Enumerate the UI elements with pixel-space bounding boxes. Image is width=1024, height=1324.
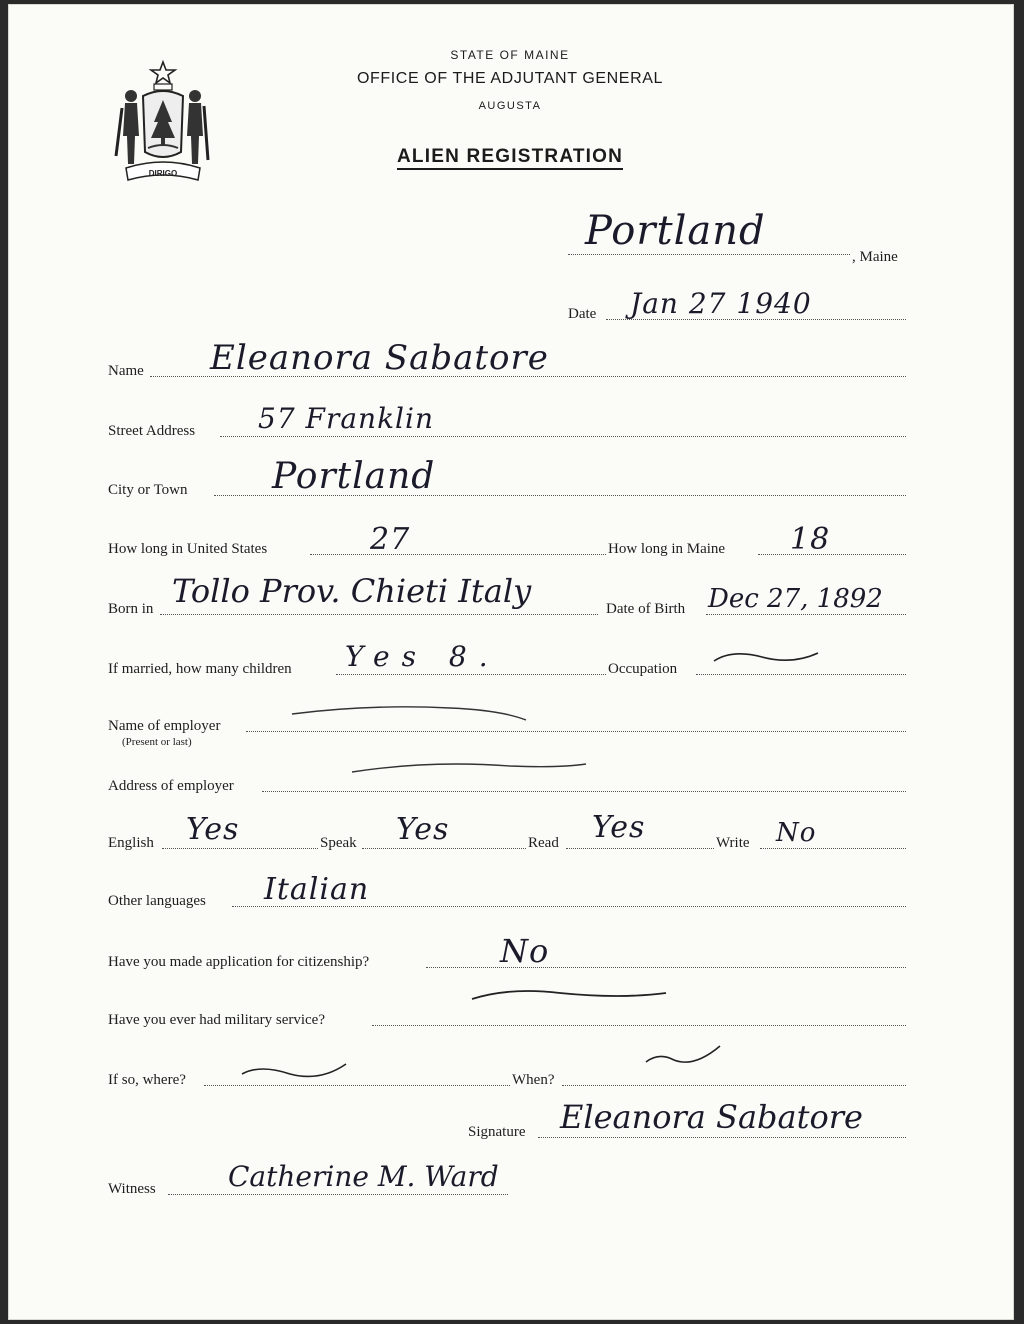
read-entry: Yes	[592, 810, 646, 845]
name-label: Name	[108, 363, 144, 379]
form-title	[0, 146, 1022, 168]
employer-address-dash-mark	[350, 758, 590, 782]
witness-label: Witness	[108, 1181, 156, 1197]
when-label: When?	[512, 1072, 555, 1088]
other-languages-label: Other languages	[108, 893, 206, 909]
if-so-where-line	[204, 1085, 510, 1086]
form-title-text: ALIEN REGISTRATION	[397, 146, 623, 170]
dob-entry: Dec 27, 1892	[708, 584, 883, 614]
city-label: City or Town	[108, 482, 188, 498]
english-entry: Yes	[186, 812, 240, 847]
name-entry: Eleanora Sabatore	[210, 338, 549, 378]
office-heading: OFFICE OF THE ADJUTANT GENERAL	[356, 70, 664, 87]
dob-label: Date of Birth	[606, 601, 686, 617]
street-line	[220, 436, 906, 437]
how-long-us-line	[310, 554, 606, 555]
write-label: Write	[716, 835, 750, 851]
if-so-where-dash-mark	[240, 1060, 350, 1084]
occupation-label: Occupation	[608, 661, 678, 677]
when-line	[562, 1085, 906, 1086]
date-label: Date	[568, 306, 597, 322]
read-label: Read	[528, 835, 559, 851]
witness-line	[168, 1194, 508, 1195]
employer-dash-mark	[290, 700, 530, 724]
born-in-entry: Tollo Prov. Chieti Italy	[172, 572, 532, 610]
if-so-where-label: If so, where?	[108, 1072, 186, 1088]
signature-entry: Eleanora Sabatore	[560, 1098, 863, 1136]
city-entry: Portland	[272, 456, 436, 497]
how-long-maine-entry: 18	[790, 522, 831, 557]
signature-label: Signature	[468, 1124, 526, 1140]
occupation-dash-mark	[712, 645, 822, 669]
street-entry: 57 Franklin	[258, 402, 434, 435]
write-entry: No	[776, 818, 817, 848]
other-languages-entry: Italian	[264, 872, 370, 907]
how-long-maine-label: How long in Maine	[608, 541, 726, 557]
born-in-line	[160, 614, 598, 615]
english-line	[162, 848, 318, 849]
signature-line	[538, 1137, 906, 1138]
speak-label: Speak	[320, 835, 357, 851]
date-entry: Jan 27 1940	[630, 287, 812, 320]
city-heading: AUGUSTA	[478, 100, 542, 112]
town-entry: Portland	[585, 208, 766, 254]
children-label: If married, how many children	[108, 661, 292, 677]
born-in-label: Born in	[108, 601, 154, 617]
children-entry: Yes 8.	[345, 640, 500, 673]
military-line	[372, 1025, 906, 1026]
witness-entry: Catherine M. Ward	[228, 1160, 499, 1193]
how-long-us-entry: 27	[370, 522, 411, 557]
street-label: Street Address	[108, 423, 196, 439]
employer-address-label: Address of employer	[108, 778, 234, 794]
employer-address-line	[262, 791, 906, 792]
how-long-us-label: How long in United States	[108, 541, 268, 557]
speak-line	[362, 848, 526, 849]
citizenship-entry: No	[500, 932, 550, 970]
when-dash-mark	[644, 1042, 724, 1072]
speak-entry: Yes	[396, 812, 450, 847]
maine-label: , Maine	[852, 249, 898, 265]
citizenship-line	[426, 967, 906, 968]
employer-sublabel: (Present or last)	[122, 736, 192, 748]
citizenship-label: Have you made application for citizenship?	[108, 954, 370, 970]
write-line	[760, 848, 906, 849]
how-long-maine-line	[758, 554, 906, 555]
employer-line	[246, 731, 906, 732]
dob-line	[706, 614, 906, 615]
town-line	[568, 254, 850, 255]
occupation-line	[696, 674, 906, 675]
read-line	[566, 848, 714, 849]
state-heading: STATE OF MAINE	[450, 48, 570, 62]
employer-label: Name of employer	[108, 718, 221, 734]
military-label: Have you ever had military service?	[108, 1012, 325, 1028]
children-line	[336, 674, 606, 675]
english-label: English	[108, 835, 154, 851]
seal-motto: DIRIGO	[148, 169, 178, 178]
military-dash-mark	[470, 985, 670, 1009]
